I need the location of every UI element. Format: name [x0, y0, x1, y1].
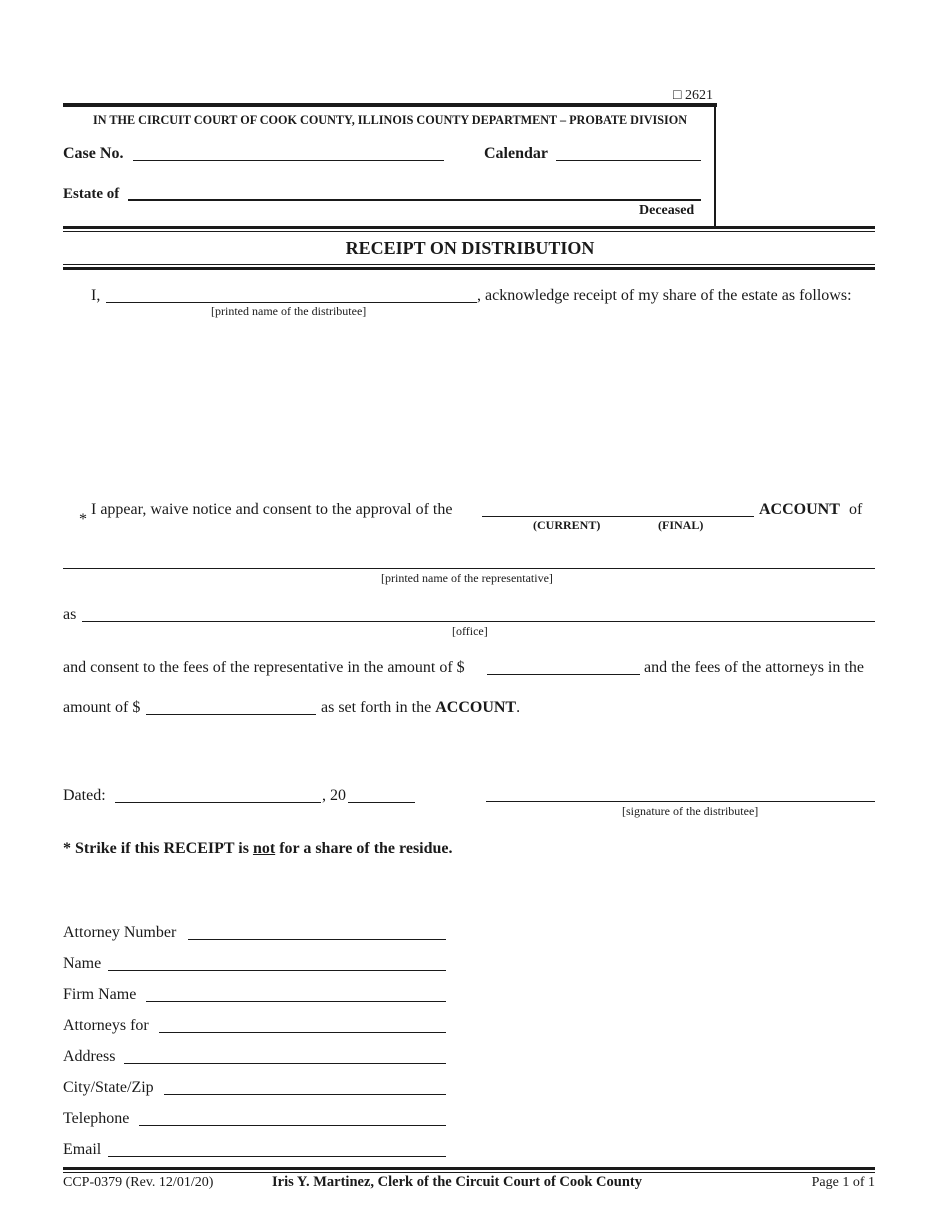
estate-label: Estate of — [63, 186, 120, 202]
attorney-number-label: Attorney Number — [63, 924, 177, 941]
fees-text-2: and the fees of the attorneys in the — [644, 659, 864, 676]
city-state-zip-label: City/State/Zip — [63, 1079, 154, 1096]
page-title: RECEIPT ON DISTRIBUTION — [345, 238, 595, 258]
footer-rule-thin — [63, 1172, 875, 1173]
email-label: Email — [63, 1141, 102, 1158]
attorney-name-field[interactable] — [108, 970, 446, 971]
distributee-name-field[interactable] — [106, 302, 477, 303]
i-label: I, — [91, 287, 101, 304]
representative-hint: [printed name of the representative] — [381, 571, 553, 585]
firm-name-label: Firm Name — [63, 986, 137, 1003]
signature-hint: [signature of the distributee] — [622, 804, 759, 818]
footer-rule-thick — [63, 1167, 875, 1170]
title-top-rule-thick — [63, 226, 875, 229]
attorney-name-label: Name — [63, 955, 102, 972]
set-forth-text — [321, 699, 520, 717]
date-field[interactable] — [115, 802, 321, 803]
dated-label: Dated: — [63, 787, 106, 804]
calendar-field[interactable] — [556, 160, 701, 161]
strike-note — [63, 840, 453, 858]
as-label: as — [63, 606, 77, 623]
office-field[interactable] — [82, 621, 875, 622]
year-prefix: , 20 — [322, 787, 346, 804]
title-bottom-rule-thick — [63, 267, 875, 270]
email-field[interactable] — [108, 1156, 446, 1157]
account-label-2: ACCOUNT — [435, 699, 517, 716]
account-type-field[interactable] — [482, 516, 754, 517]
of-label: of — [849, 501, 863, 518]
deceased-label: Deceased — [639, 203, 695, 218]
acknowledge-text: , acknowledge receipt of my share of the estate as follows: — [477, 287, 852, 304]
header-top-rule — [63, 103, 717, 107]
representative-fee-field[interactable] — [487, 674, 640, 675]
clerk-name: Iris Y. Martinez, Clerk of the Circuit Court of Cook County — [272, 1174, 642, 1190]
telephone-label: Telephone — [63, 1110, 130, 1127]
consent-text: I appear, waive notice and consent to the approval of the — [91, 501, 453, 518]
amount-label: amount of $ — [63, 699, 141, 716]
strike-not: not — [252, 840, 276, 857]
address-label: Address — [63, 1048, 116, 1065]
attorney-number-field[interactable] — [188, 939, 446, 940]
case-no-label: Case No. — [63, 145, 124, 162]
city-state-zip-field[interactable] — [164, 1094, 446, 1095]
address-field[interactable] — [124, 1063, 446, 1064]
header-right-border — [714, 107, 716, 227]
case-no-field[interactable] — [133, 160, 444, 161]
set-forth-words: as set forth in the — [321, 699, 432, 716]
court-line: IN THE CIRCUIT COURT OF COOK COUNTY, ILLINOIS COUNTY DEPARTMENT – PROBATE DIVISION — [93, 113, 688, 127]
consent-asterisk: * — [79, 511, 87, 528]
page-number: Page 1 of 1 — [811, 1175, 875, 1190]
attorneys-for-field[interactable] — [159, 1032, 446, 1033]
strike-suffix: for a share of the residue. — [279, 840, 453, 857]
distributee-hint: [printed name of the distributee] — [211, 304, 367, 318]
form-code: □ 2621 — [673, 88, 713, 103]
year-field[interactable] — [348, 802, 415, 803]
strike-prefix: * Strike if this RECEIPT is — [63, 840, 249, 857]
estate-field[interactable] — [128, 199, 701, 201]
form-number: CCP-0379 (Rev. 12/01/20) — [63, 1175, 214, 1190]
calendar-label: Calendar — [484, 145, 548, 162]
period: . — [516, 699, 521, 716]
attorneys-for-label: Attorneys for — [63, 1017, 149, 1034]
fees-text-1: and consent to the fees of the representative in the amount of $ — [63, 659, 465, 676]
telephone-field[interactable] — [139, 1125, 446, 1126]
attorney-fee-field[interactable] — [146, 714, 316, 715]
final-label: (FINAL) — [658, 518, 704, 532]
firm-name-field[interactable] — [146, 1001, 446, 1002]
account-label: ACCOUNT — [759, 501, 840, 518]
signature-field[interactable] — [486, 801, 875, 802]
representative-name-field[interactable] — [63, 568, 875, 569]
current-label: (CURRENT) — [533, 518, 601, 532]
office-hint: [office] — [452, 624, 488, 638]
title-top-rule-thin — [63, 231, 875, 232]
title-bottom-rule-thin — [63, 264, 875, 265]
